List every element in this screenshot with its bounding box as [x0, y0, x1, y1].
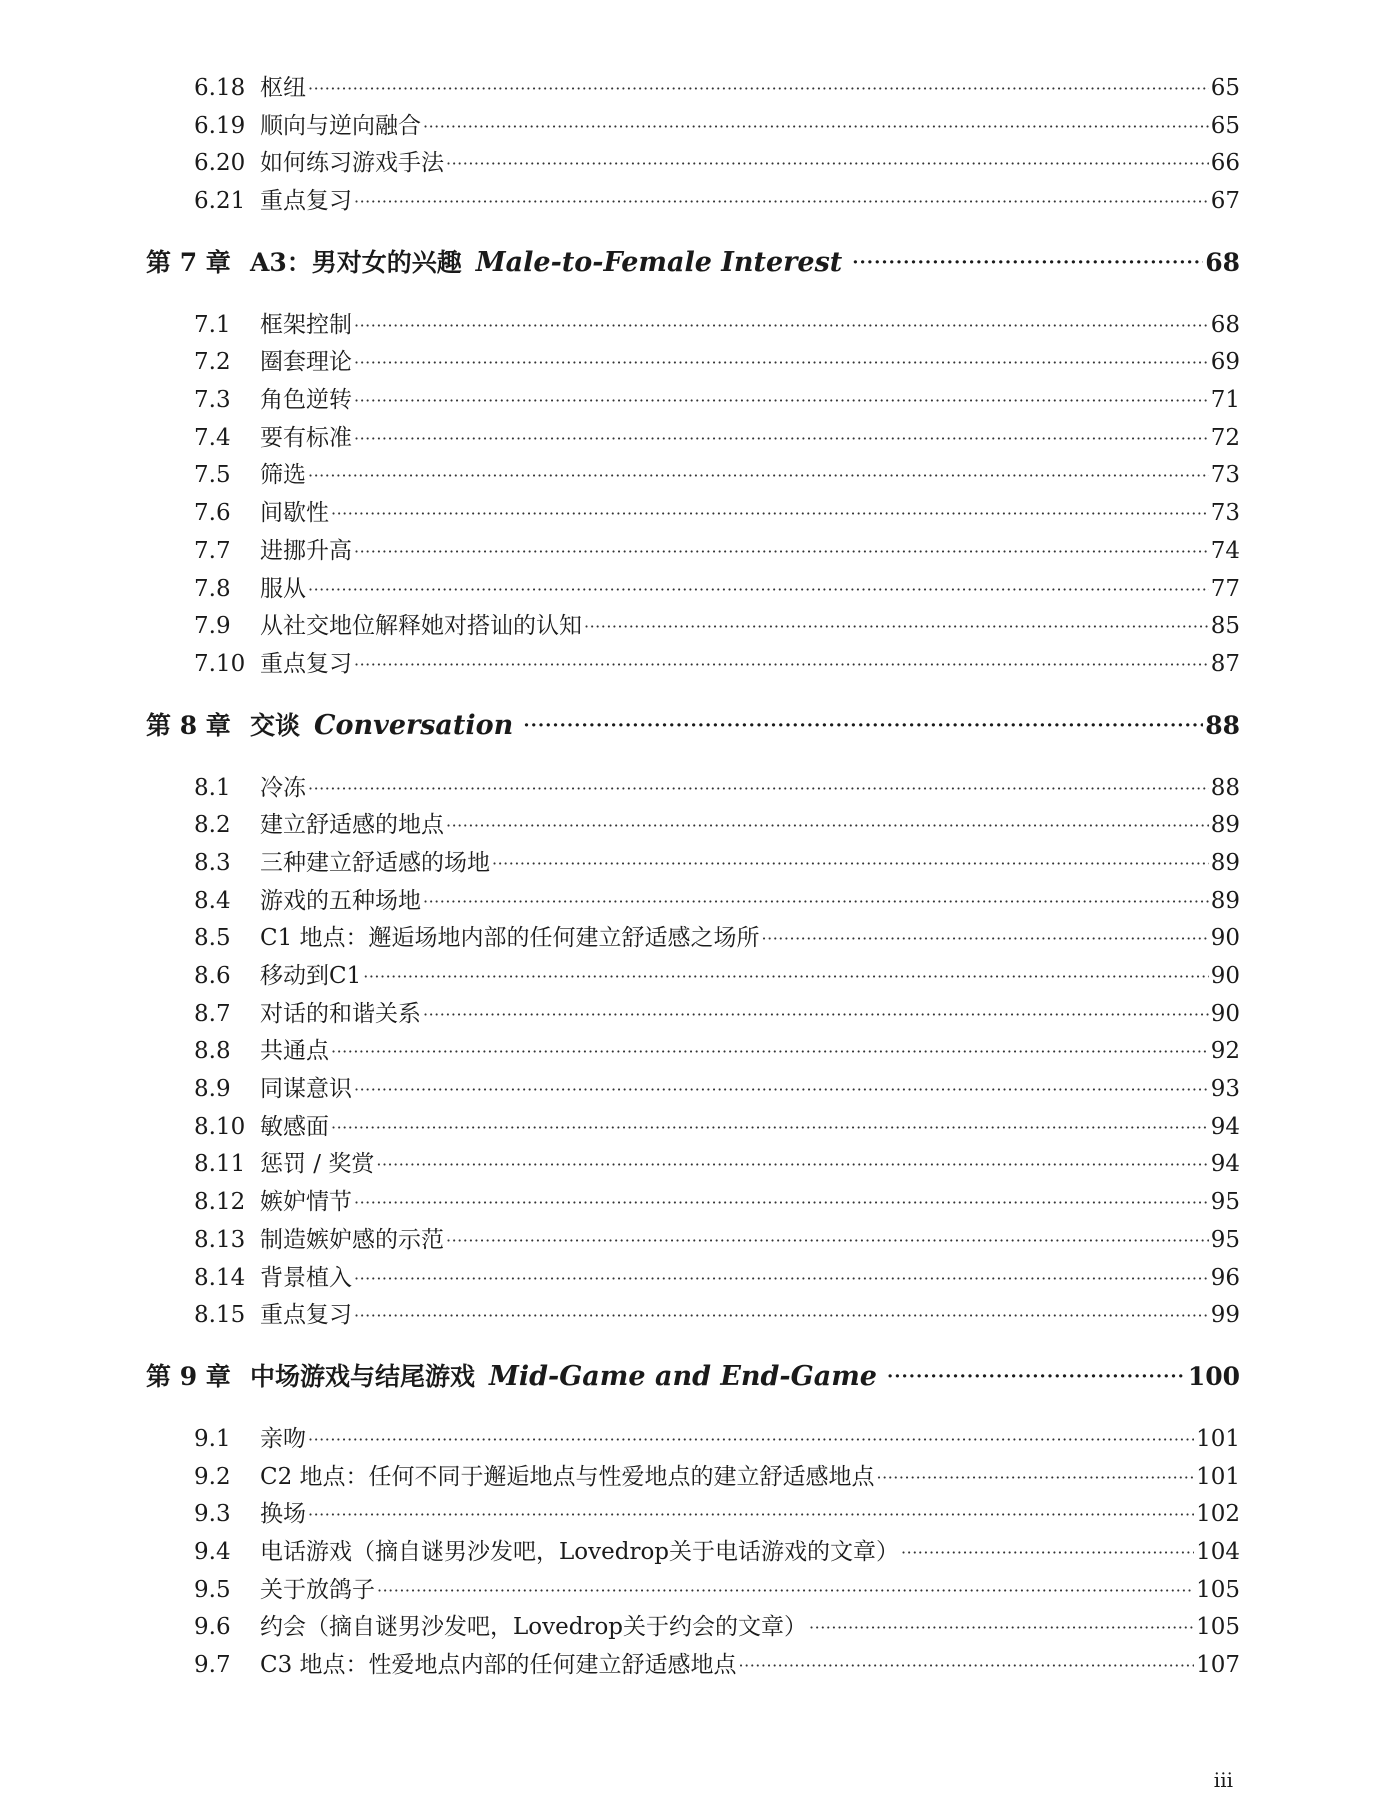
section-page-number: 85 — [1210, 613, 1240, 640]
section-page-number: 65 — [1210, 112, 1240, 139]
section-page-number: 89 — [1210, 887, 1240, 914]
dot-leader — [446, 807, 1209, 845]
toc-entry[interactable] — [146, 1071, 1240, 1109]
section-title: 敏感面 — [260, 1113, 329, 1140]
dot-leader — [809, 1609, 1194, 1647]
toc-entry[interactable] — [146, 1572, 1240, 1610]
toc-entry[interactable] — [146, 533, 1240, 571]
section-number: 9.7 — [194, 1652, 231, 1679]
section-title: 电话游戏（摘自谜男沙发吧，Lovedrop关于电话游戏的文章） — [260, 1538, 900, 1565]
chapter-title-cn: A3：男对女的兴趣 — [250, 247, 462, 277]
dot-leader — [762, 920, 1209, 958]
section-number: 8.11 — [194, 1151, 246, 1178]
chapter-number: 第 7 章 — [146, 247, 231, 277]
toc-entry[interactable] — [146, 1534, 1240, 1572]
toc-entry[interactable] — [146, 307, 1240, 345]
section-number: 7.5 — [194, 462, 231, 489]
section-number: 8.15 — [194, 1302, 246, 1329]
section-title: C3 地点：性爱地点内部的任何建立舒适感地点 — [260, 1652, 737, 1679]
chapter-page-number: 68 — [1205, 247, 1240, 277]
section-page-number: 90 — [1210, 925, 1240, 952]
toc-entry[interactable] — [146, 646, 1240, 684]
section-page-number: 104 — [1196, 1538, 1240, 1565]
section-title: 亲吻 — [260, 1425, 306, 1452]
dot-leader — [354, 1071, 1209, 1109]
toc-entry[interactable] — [146, 571, 1240, 609]
dot-leader — [354, 1184, 1209, 1222]
section-number: 8.8 — [194, 1038, 231, 1065]
section-title: 换场 — [260, 1501, 306, 1528]
chapter-title-en: Conversation — [314, 709, 514, 741]
toc-entry[interactable] — [146, 1647, 1240, 1685]
toc-entry[interactable] — [146, 1260, 1240, 1298]
section-page-number: 73 — [1210, 462, 1240, 489]
dot-leader — [446, 145, 1209, 183]
dot-leader — [354, 1297, 1209, 1335]
section-number: 6.20 — [194, 150, 246, 177]
section-number: 8.14 — [194, 1264, 246, 1291]
toc-entry[interactable] — [146, 1496, 1240, 1534]
section-number: 6.18 — [194, 74, 246, 101]
dot-leader — [308, 770, 1209, 808]
toc-entry[interactable] — [146, 458, 1240, 496]
page-number: iii — [1213, 1768, 1233, 1792]
toc-entry[interactable] — [146, 770, 1240, 808]
section-number: 7.1 — [194, 311, 231, 338]
section-number: 8.7 — [194, 1000, 231, 1027]
dot-leader — [423, 108, 1209, 146]
section-number: 6.21 — [194, 188, 246, 215]
chapter-title-en: Male-to-Female Interest — [475, 246, 843, 278]
dot-leader — [354, 307, 1209, 345]
section-title: 顺向与逆向融合 — [260, 112, 421, 139]
section-number: 9.6 — [194, 1614, 231, 1641]
section-number: 7.3 — [194, 387, 231, 414]
section-page-number: 87 — [1210, 650, 1240, 677]
chapter-title-cn: 交谈 — [250, 710, 301, 740]
section-number: 8.6 — [194, 963, 231, 990]
section-number: 8.4 — [194, 887, 231, 914]
dot-leader — [739, 1647, 1195, 1685]
dot-leader — [376, 1146, 1208, 1184]
section-title: 游戏的五种场地 — [260, 887, 421, 914]
toc-entry[interactable] — [146, 1609, 1240, 1647]
section-page-number: 73 — [1210, 500, 1240, 527]
section-title: 同谋意识 — [260, 1076, 352, 1103]
section-page-number: 96 — [1210, 1264, 1240, 1291]
section-number: 7.8 — [194, 575, 231, 602]
chapter-title-cn: 中场游戏与结尾游戏 — [250, 1361, 476, 1391]
section-number: 7.6 — [194, 500, 231, 527]
section-number: 8.3 — [194, 849, 231, 876]
section-number: 8.9 — [194, 1076, 231, 1103]
dot-leader — [852, 243, 1203, 283]
dot-leader — [363, 958, 1208, 996]
toc-entry[interactable] — [146, 958, 1240, 996]
section-title: 三种建立舒适感的场地 — [260, 849, 490, 876]
section-title: 共通点 — [260, 1038, 329, 1065]
dot-leader — [377, 1572, 1194, 1610]
toc-entry[interactable] — [146, 344, 1240, 382]
section-title: 惩罚 / 奖赏 — [260, 1151, 375, 1178]
toc-entry[interactable] — [146, 1222, 1240, 1260]
section-page-number: 107 — [1196, 1652, 1240, 1679]
dot-leader — [354, 344, 1209, 382]
dot-leader — [331, 1109, 1209, 1147]
chapter-heading[interactable] — [146, 243, 1240, 283]
toc-entry[interactable] — [146, 70, 1240, 108]
section-title: C1 地点：邂逅场地内部的任何建立舒适感之场所 — [260, 925, 760, 952]
section-page-number: 92 — [1210, 1038, 1240, 1065]
dot-leader — [584, 608, 1209, 646]
section-page-number: 72 — [1210, 424, 1240, 451]
section-title: C2 地点：任何不同于邂逅地点与性爱地点的建立舒适感地点 — [260, 1463, 875, 1490]
table-of-contents — [146, 70, 1240, 1685]
dot-leader — [354, 1260, 1209, 1298]
dot-leader — [354, 646, 1209, 684]
section-page-number: 74 — [1210, 537, 1240, 564]
dot-leader — [492, 845, 1209, 883]
section-title: 约会（摘自谜男沙发吧，Lovedrop关于约会的文章） — [260, 1614, 808, 1641]
section-page-number: 89 — [1210, 812, 1240, 839]
section-page-number: 95 — [1210, 1226, 1240, 1253]
section-title: 建立舒适感的地点 — [260, 812, 444, 839]
section-number: 9.3 — [194, 1501, 231, 1528]
toc-entry[interactable] — [146, 495, 1240, 533]
section-title: 从社交地位解释她对搭讪的认知 — [260, 613, 582, 640]
section-number: 8.10 — [194, 1113, 246, 1140]
section-page-number: 90 — [1210, 963, 1240, 990]
section-title: 框架控制 — [260, 311, 352, 338]
dot-leader — [877, 1459, 1195, 1497]
toc-entry[interactable] — [146, 1297, 1240, 1335]
section-page-number: 101 — [1196, 1425, 1240, 1452]
section-number: 9.5 — [194, 1576, 231, 1603]
section-title: 圈套理论 — [260, 349, 352, 376]
section-title: 枢纽 — [260, 74, 306, 101]
dot-leader — [308, 571, 1209, 609]
toc-entry[interactable] — [146, 807, 1240, 845]
toc-entry[interactable] — [146, 420, 1240, 458]
section-title: 背景植入 — [260, 1264, 352, 1291]
dot-leader — [308, 70, 1209, 108]
dot-leader — [354, 382, 1209, 420]
toc-entry[interactable] — [146, 183, 1240, 221]
section-number: 8.2 — [194, 812, 231, 839]
section-page-number: 94 — [1210, 1113, 1240, 1140]
section-title: 要有标准 — [260, 424, 352, 451]
section-title: 重点复习 — [260, 650, 352, 677]
dot-leader — [446, 1222, 1209, 1260]
section-title: 重点复习 — [260, 188, 352, 215]
section-page-number: 71 — [1210, 387, 1240, 414]
dot-leader — [423, 996, 1209, 1034]
section-page-number: 89 — [1210, 849, 1240, 876]
section-page-number: 94 — [1210, 1151, 1240, 1178]
section-title: 进挪升高 — [260, 537, 352, 564]
section-number: 8.5 — [194, 925, 231, 952]
section-title: 如何练习游戏手法 — [260, 150, 444, 177]
toc-entry[interactable] — [146, 1421, 1240, 1459]
section-number: 7.9 — [194, 613, 231, 640]
toc-entry[interactable] — [146, 1109, 1240, 1147]
section-number: 8.13 — [194, 1226, 246, 1253]
dot-leader — [523, 706, 1203, 746]
section-title: 服从 — [260, 575, 306, 602]
toc-entry[interactable] — [146, 883, 1240, 921]
section-page-number: 105 — [1196, 1614, 1240, 1641]
section-number: 8.1 — [194, 774, 231, 801]
chapter-number: 第 8 章 — [146, 710, 231, 740]
dot-leader — [354, 183, 1209, 221]
section-number: 7.7 — [194, 537, 231, 564]
dot-leader — [423, 883, 1209, 921]
section-title: 间歇性 — [260, 500, 329, 527]
section-number: 9.2 — [194, 1463, 231, 1490]
section-number: 7.2 — [194, 349, 231, 376]
chapter-heading[interactable] — [146, 1357, 1240, 1397]
section-title: 重点复习 — [260, 1302, 352, 1329]
section-page-number: 90 — [1210, 1000, 1240, 1027]
section-title: 对话的和谐关系 — [260, 1000, 421, 1027]
toc-entry[interactable] — [146, 1459, 1240, 1497]
section-title: 冷冻 — [260, 774, 306, 801]
section-page-number: 95 — [1210, 1189, 1240, 1216]
toc-entry[interactable] — [146, 1184, 1240, 1222]
section-title: 制造嫉妒感的示范 — [260, 1226, 444, 1253]
section-title: 筛选 — [260, 462, 306, 489]
chapter-heading[interactable] — [146, 706, 1240, 746]
dot-leader — [308, 457, 1209, 495]
section-page-number: 69 — [1210, 349, 1240, 376]
section-number: 8.12 — [194, 1189, 246, 1216]
section-page-number: 101 — [1196, 1463, 1240, 1490]
dot-leader — [331, 1033, 1209, 1071]
section-page-number: 102 — [1196, 1501, 1240, 1528]
dot-leader — [354, 533, 1209, 571]
toc-entry[interactable] — [146, 145, 1240, 183]
toc-entry[interactable] — [146, 845, 1240, 883]
chapter-page-number: 88 — [1205, 710, 1240, 740]
toc-entry[interactable] — [146, 382, 1240, 420]
section-page-number: 88 — [1210, 774, 1240, 801]
section-title: 嫉妒情节 — [260, 1189, 352, 1216]
section-page-number: 77 — [1210, 575, 1240, 602]
section-page-number: 99 — [1210, 1302, 1240, 1329]
section-number: 9.4 — [194, 1538, 231, 1565]
section-number: 7.4 — [194, 424, 231, 451]
section-page-number: 66 — [1210, 150, 1240, 177]
section-page-number: 67 — [1210, 188, 1240, 215]
section-title: 角色逆转 — [260, 387, 352, 414]
dot-leader — [331, 495, 1209, 533]
chapter-page-number: 100 — [1187, 1361, 1240, 1391]
section-page-number: 93 — [1210, 1076, 1240, 1103]
dot-leader — [887, 1357, 1186, 1397]
toc-entry[interactable] — [146, 608, 1240, 646]
toc-entry[interactable] — [146, 108, 1240, 146]
dot-leader — [308, 1496, 1194, 1534]
dot-leader — [308, 1421, 1194, 1459]
section-page-number: 65 — [1210, 74, 1240, 101]
toc-entry[interactable] — [146, 996, 1240, 1034]
toc-entry[interactable] — [146, 920, 1240, 958]
toc-entry[interactable] — [146, 1033, 1240, 1071]
section-page-number: 68 — [1210, 311, 1240, 338]
dot-leader — [354, 420, 1209, 458]
section-number: 7.10 — [194, 650, 246, 677]
toc-entry[interactable] — [146, 1147, 1240, 1185]
chapter-title-en: Mid-Game and End-Game — [489, 1360, 877, 1392]
section-number: 6.19 — [194, 112, 246, 139]
dot-leader — [901, 1534, 1194, 1572]
section-title: 关于放鸽子 — [260, 1576, 375, 1603]
chapter-number: 第 9 章 — [146, 1361, 231, 1391]
section-title: 移动到C1 — [260, 963, 362, 990]
section-number: 9.1 — [194, 1425, 231, 1452]
section-page-number: 105 — [1196, 1576, 1240, 1603]
